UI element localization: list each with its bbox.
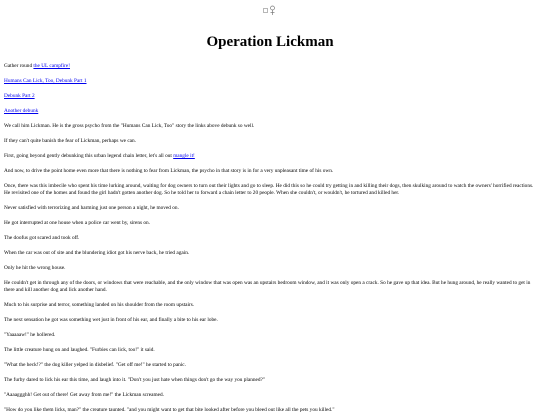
debunk-part2-paragraph (4, 93, 536, 100)
debunk-part1-paragraph (4, 78, 536, 85)
story-paragraph-2: If they can't quite banish the fear of Lickman, perhaps we can. (4, 138, 136, 144)
story-paragraph-15: The little creature hung on and laughed. "Furbies can lick, too!" it said. (4, 347, 155, 353)
story-paragraph-18: "Aaaaggghh! Get out of there! Get away from me!" the Lickman screamed. (4, 392, 164, 398)
story-paragraph-4: And now, to drive the point home even more that there is nothing to fear from Lickman, the psycho in that story is in for a very unpleasant time of his own. (4, 168, 334, 174)
debunk-part1-link[interactable]: Humans Can Lick, Too, Debunk Part 1 (4, 78, 87, 84)
another-debunk-paragraph (4, 108, 536, 115)
story-paragraph-3 (4, 153, 536, 160)
page-title: Operation Lickman (206, 34, 334, 50)
story-paragraph-13: The next sensation he got was something wet just in front of his ear, and finally a bite to his ear lobe. (4, 317, 218, 323)
story-paragraph-10: Only he hit the wrong house. (4, 265, 66, 271)
story-paragraph-1: We call him Lickman. He is the gross psycho from the "Humans Can Lick, Too" story the links above debunk so well. (4, 123, 255, 129)
story-paragraph-8: The doofus got scared and took off. (4, 235, 80, 241)
story-paragraph-17: The furby dared to lick his ear this time, and laugh into it. "Don't you just hate when things don't go the way you planned?" (4, 377, 266, 383)
story-paragraph-12: Much to his surprise and terror, something landed on his shoulder from the room upstairs. (4, 302, 195, 308)
story-paragraph-6: Never satisfied with terrorizing and harming just one person a night, he moved on. (4, 205, 179, 211)
mangle-text: First, going beyond gently debunking this urban legend chain letter, let's all out (4, 153, 174, 159)
intro-paragraph (4, 63, 536, 70)
story-paragraph-16: "What the heck!?" the dog killer yelped in disbelief. "Get off me!" he started to panic. (4, 362, 186, 368)
story-paragraph-5: Once, there was this imbecile who spent his time lurking around, waiting for dog owners to turn out their lights and go to sleep. He did this so he could try getting in and killing their dogs, then skulking around to watch the owners' horrified reactions. He revisited one of the homes and found the girl hadn't gotten another dog. So he told her to forward a chain letter to 20 people. When she couldn't, or wouldn't, he tortured and killed her. (4, 183, 534, 196)
site-logo-icon (263, 5, 277, 17)
intro-text: Gather round (4, 63, 34, 69)
debunk-part2-link[interactable]: Debunk Part 2 (4, 93, 35, 99)
story-paragraph-11: He couldn't get in through any of the doors, or windows that were reachable, and the only window that was open was an upstairs bedroom window, and it was only open a crack. So he gave up that idea. But he hung around, he really wanted to get in there and kill another dog and lick another hand. (4, 280, 531, 293)
story-paragraph-7: He got interrupted at one house when a police car went by, sirens on. (4, 220, 151, 226)
ul-campfire-link[interactable]: the UL campfire! (33, 63, 70, 69)
story-paragraph-19: "How do you like them licks, man?" the creature taunted. "and you might want to get that bite looked after before you bleed out like all the pets you killed." (4, 407, 335, 413)
story-paragraph-9: When the car was out of site and the blundering idiot got his nerve back, he tried again. (4, 250, 190, 256)
story-paragraph-14: "Yaaaaaw!" he hollered. (4, 332, 56, 338)
site-logo (4, 0, 536, 20)
mangle-it-link[interactable]: mangle it! (173, 153, 195, 159)
another-debunk-link[interactable]: Another debunk (4, 108, 39, 114)
